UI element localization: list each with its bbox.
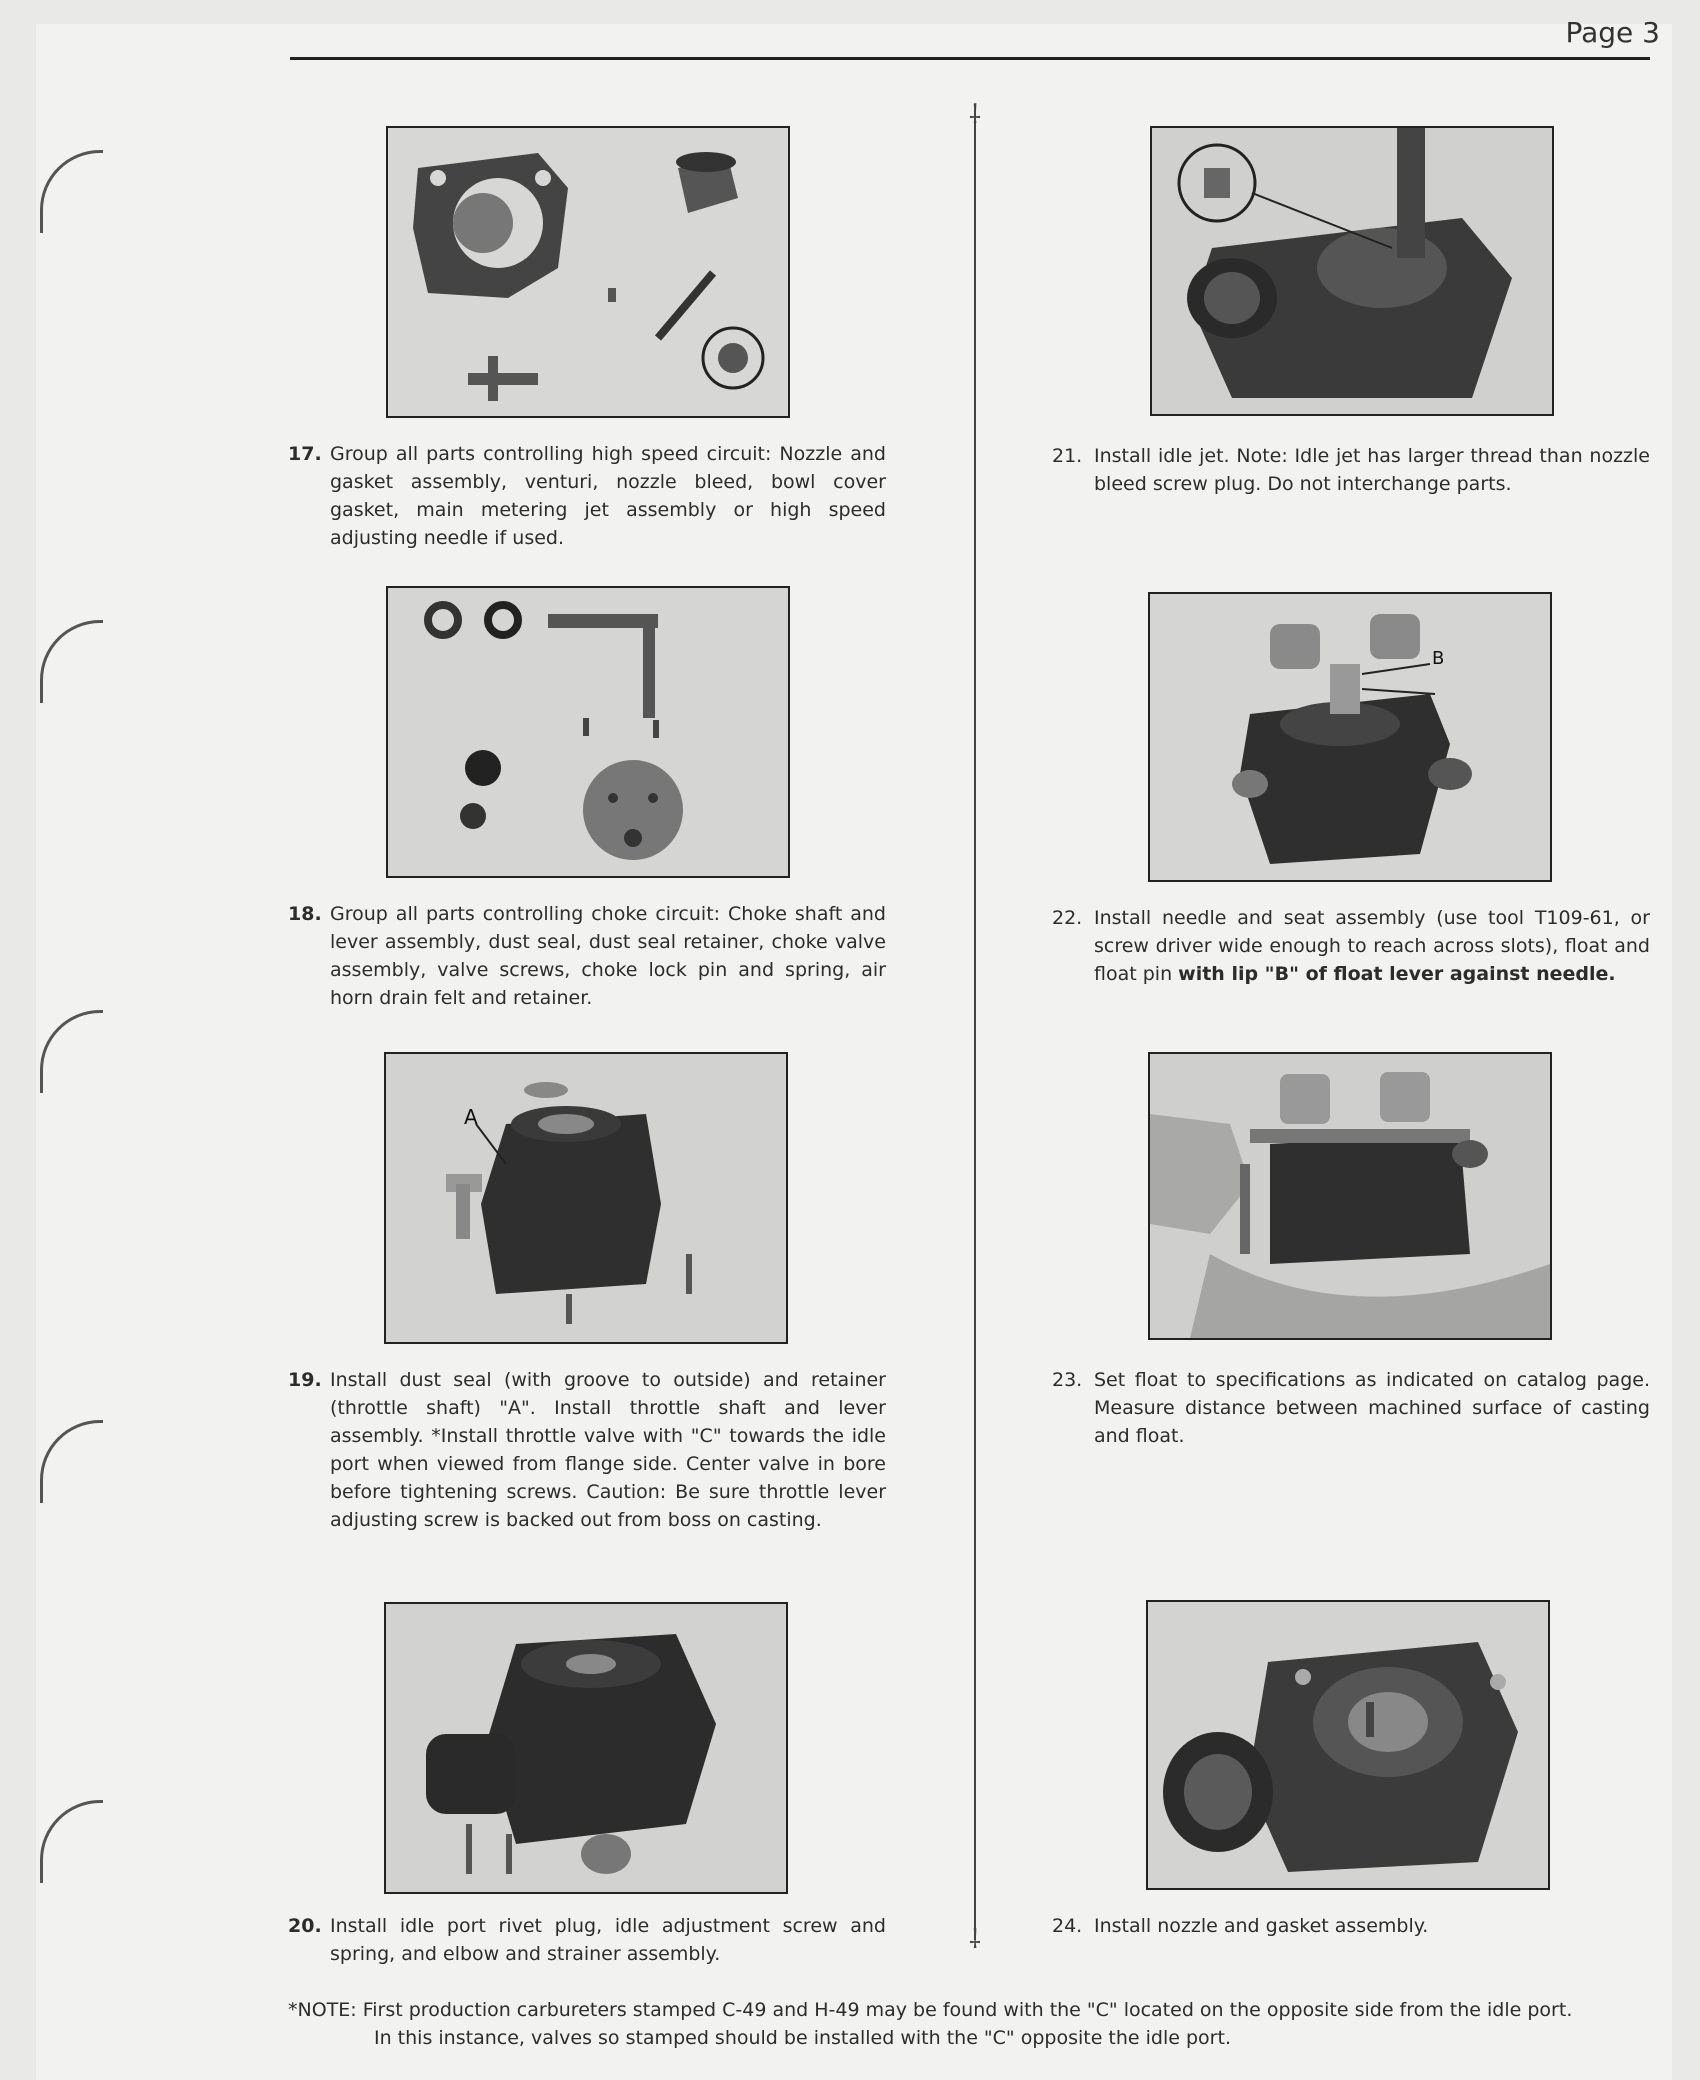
photo-idle-jet [1150, 126, 1554, 416]
step-text: Set float to specifications as indicated on catalog page. Measure distance between machined surface of casting and float. [1094, 1369, 1650, 1447]
step-number: 17. [288, 443, 322, 465]
photo-needle-seat [1148, 592, 1552, 882]
callout-a: A [464, 1105, 478, 1129]
step-number: 21. [1052, 445, 1083, 467]
callout-b: B [1432, 648, 1445, 669]
step-text: Install dust seal (with groove to outside) and retainer (throttle shaft) "A". Install throttle shaft and lever assembly. *Install throttle valve with "C" towards the idle port when viewed from flange side. Center valve in bore before tightening screws. Caution: Be sure throttle lever adjusting screw is backed out from boss on casting. [330, 1369, 886, 1531]
step-number: 20. [288, 1915, 322, 1937]
step-number: 22. [1052, 907, 1083, 929]
header-rule [290, 57, 1650, 60]
step-text: Group all parts controlling choke circuit: Choke shaft and lever assembly, dust seal, dust seal retainer, choke valve assembly, valve screws, choke lock pin and spring, air horn drain felt and retainer. [330, 903, 886, 1009]
footnote-line-1: *NOTE: First production carbureters stamped C-49 and H-49 may be found with the "C" located on the opposite side from the idle port. [288, 1999, 1573, 2021]
divider-ornament-bottom: ⸸ [968, 1925, 982, 1955]
step-number: 18. [288, 903, 322, 925]
step-text-bold: with lip "B" of float lever against needle. [1178, 963, 1616, 985]
step-number: 24. [1052, 1915, 1083, 1937]
step-text: Group all parts controlling high speed circuit: Nozzle and gasket assembly, venturi, nozzle bleed, bowl cover gasket, main metering jet assembly or high speed adjusting needle if used. [330, 443, 886, 549]
photo-throttle-shaft [384, 1052, 788, 1344]
step-text [1094, 904, 1650, 988]
step-number: 23. [1052, 1369, 1083, 1391]
footnote-line-2: In this instance, valves so stamped should be installed with the "C" opposite the idle port. [374, 2027, 1231, 2049]
step-text: Install nozzle and gasket assembly. [1094, 1915, 1429, 1937]
page-number: Page 3 [1565, 16, 1660, 49]
footnote [288, 1996, 1658, 2052]
divider-ornament-top: ⸸ [968, 100, 982, 130]
step-number: 19. [288, 1369, 322, 1391]
column-divider [974, 110, 976, 1940]
step-text: Install idle jet. Note: Idle jet has larger thread than nozzle bleed screw plug. Do not interchange parts. [1094, 445, 1650, 495]
step-text-regular: Install needle and seat assembly (use tool T109-61, or screw driver wide enough to reach across slots), float and float pin [1094, 907, 1650, 985]
photo-high-speed-parts [386, 126, 790, 418]
photo-float-setting [1148, 1052, 1552, 1340]
photo-choke-parts [386, 586, 790, 878]
step-text: Install idle port rivet plug, idle adjustment screw and spring, and elbow and strainer assembly. [330, 1915, 886, 1965]
photo-nozzle-gasket [1146, 1600, 1550, 1890]
photo-idle-port [384, 1602, 788, 1894]
